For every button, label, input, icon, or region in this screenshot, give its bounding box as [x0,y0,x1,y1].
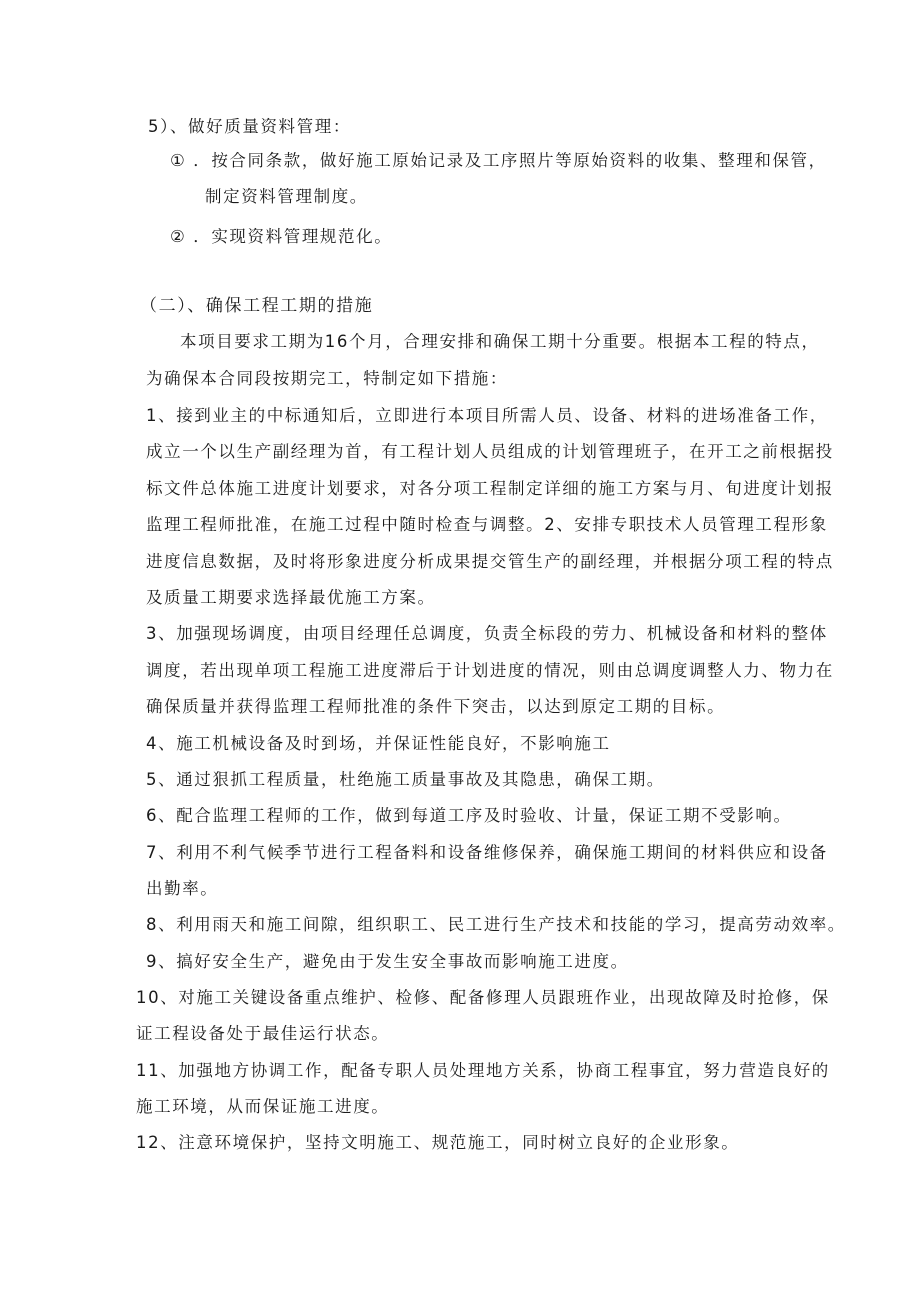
measure-12: 12、注意环境保护，坚持文明施工、规范施工，同时树立良好的企业形象。 [136,1133,740,1152]
measure-3-line-2: 调度，若出现单项工程施工进度滞后于计划进度的情况，则由总调度调整人力、物力在 [146,661,834,680]
quality-item-1-line-1: ① ．按合同条款，做好施工原始记录及工序照片等原始资料的收集、整理和保管， [170,151,827,170]
measure-1-line-3: 标文件总体施工进度计划要求，对各分项工程制定详细的施工方案与月、旬进度计划报 [146,479,834,498]
measure-10-line-1: 10、对施工关键设备重点维护、检修、配备修理人员跟班作业，出现故障及时抢修，保 [136,988,830,1007]
measure-1-line-4: 监理工程师批准，在施工过程中随时检查与调整。2、安排专职技术人员管理工程形象 [146,515,828,534]
quality-docs-heading: 5）、做好质量资料管理： [148,117,351,136]
measure-3-line-3: 确保质量并获得监理工程师批准的条件下突击，以达到原定工期的目标。 [146,697,726,716]
quality-item-2-line-1: ② ．实现资料管理规范化。 [170,227,393,246]
measure-1-line-1: 1、接到业主的中标通知后，立即进行本项目所需人员、设备、材料的进场准备工作， [146,406,828,425]
measure-11-line-2: 施工环境，从而保证施工进度。 [136,1097,390,1116]
intro-line-2: 为确保本合同段按期完工，特制定如下措施： [146,369,508,388]
measure-1-line-5: 进度信息数据，及时将形象进度分析成果提交管生产的副经理，并根据分项工程的特点 [146,552,834,571]
measure-1-line-6: 及质量工期要求选择最优施工方案。 [146,588,436,607]
intro-line-1: 本项目要求工期为16个月，合理安排和确保工期十分重要。根据本工程的特点， [180,332,820,351]
measure-1-line-2: 成立一个以生产副经理为首，有工程计划人员组成的计划管理班子，在开工之前根据投 [146,442,834,461]
measure-6: 6、配合监理工程师的工作，做到每道工序及时验收、计量，保证工期不受影响。 [146,806,792,825]
quality-item-1-line-2: 制定资料管理制度。 [205,187,368,206]
measure-9: 9、搞好安全生产，避免由于发生安全事故而影响施工进度。 [146,952,629,971]
measure-3-line-1: 3、加强现场调度，由项目经理任总调度，负责全标段的劳力、机械设备和材料的整体 [146,624,828,643]
measure-7-line-1: 7、利用不利气候季节进行工程备料和设备维修保养，确保施工期间的材料供应和设备 [146,843,828,862]
section-title: （二）、确保工程工期的措施 [140,296,374,316]
measure-10-line-2: 证工程设备处于最佳运行状态。 [136,1024,390,1043]
measure-11-line-1: 11、加强地方协调工作，配备专职人员处理地方关系，协商工程事宜，努力营造良好的 [136,1061,830,1080]
measure-8: 8、利用雨天和施工间隙，组织职工、民工进行生产技术和技能的学习，提高劳动效率。 [146,915,846,934]
measure-7-line-2: 出勤率。 [146,879,219,898]
measure-5: 5、通过狠抓工程质量，杜绝施工质量事故及其隐患，确保工期。 [146,770,665,789]
measure-4: 4、施工机械设备及时到场，并保证性能良好，不影响施工 [146,734,611,753]
